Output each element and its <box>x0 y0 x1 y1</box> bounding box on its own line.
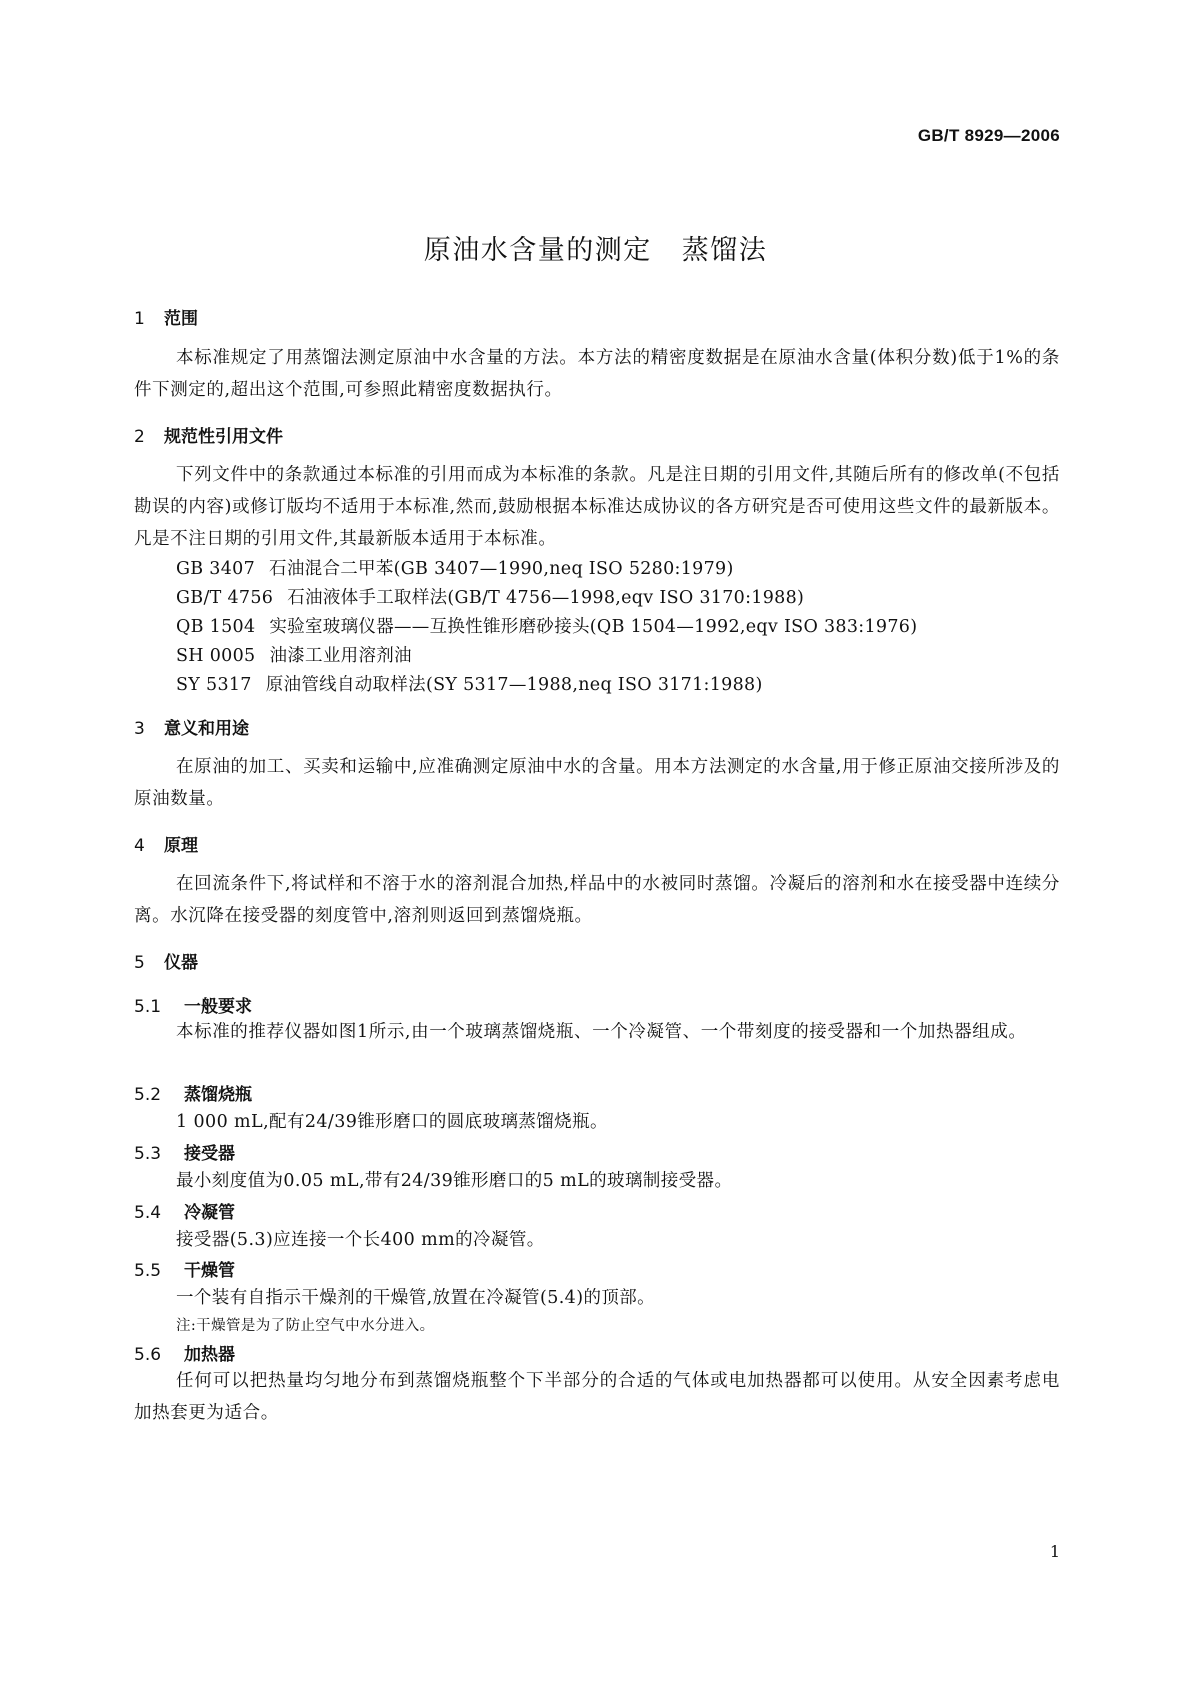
reference-code: QB 1504 <box>176 617 256 637</box>
paragraph-normative-references: 下列文件中的条款通过本标准的引用而成为本标准的条款。凡是注日期的引用文件,其随后所有的修改单(不包括勘误的内容)或修订版均不适用于本标准,然而,鼓励根据本标准达成协议的各方研究是否可使用这些文件的最新版本。凡是不注日期的引用文件,其最新版本适用于本标准。 <box>134 465 1060 549</box>
subsection-heading-condenser <box>134 1198 235 1223</box>
subsection-heading-flask <box>134 1080 252 1105</box>
subsection-number: 5.3 <box>134 1144 162 1164</box>
reference-item <box>176 642 412 667</box>
reference-title: 油漆工业用溶剂油 <box>269 646 412 666</box>
section-heading-significance <box>134 714 249 739</box>
subsection-title: 蒸馏烧瓶 <box>184 1085 252 1105</box>
note-drying-tube: 注:干燥管是为了防止空气中水分进入。 <box>176 1318 435 1334</box>
section-number: 2 <box>134 427 145 447</box>
subsection-title: 加热器 <box>184 1345 235 1365</box>
subsection-number: 5.6 <box>134 1345 162 1365</box>
subsection-title: 干燥管 <box>184 1261 235 1281</box>
section-number: 5 <box>134 953 145 973</box>
reference-item <box>176 613 917 638</box>
text-condenser: 接受器(5.3)应连接一个长400 mm的冷凝管。 <box>176 1230 545 1250</box>
paragraph-significance: 在原油的加工、买卖和运输中,应准确测定原油中水的含量。用本方法测定的水含量,用于修正原油交接所涉及的原油数量。 <box>134 757 1060 809</box>
reference-title: 原油管线自动取样法(SY 5317—1988,neq ISO 3171:1988) <box>265 675 763 695</box>
reference-item <box>176 584 804 609</box>
reference-title: 石油液体手工取样法(GB/T 4756—1998,eqv ISO 3170:1988) <box>287 588 805 608</box>
text-receiver: 最小刻度值为0.05 mL,带有24/39锥形磨口的5 mL的玻璃制接受器。 <box>176 1171 733 1191</box>
subsection-number: 5.4 <box>134 1203 162 1223</box>
section-number: 1 <box>134 309 145 329</box>
subsection-title: 冷凝管 <box>184 1203 235 1223</box>
section-heading-principle <box>134 831 198 856</box>
section-heading-normative-references <box>134 422 283 447</box>
paragraph-scope: 本标准规定了用蒸馏法测定原油中水含量的方法。本方法的精密度数据是在原油水含量(体积分数)低于1%的条件下测定的,超出这个范围,可参照此精密度数据执行。 <box>134 348 1060 400</box>
section-heading-apparatus <box>134 948 198 973</box>
page-number: 1 <box>1049 1542 1060 1561</box>
text-drying-tube: 一个装有自指示干燥剂的干燥管,放置在冷凝管(5.4)的顶部。 <box>176 1288 656 1308</box>
section-title: 规范性引用文件 <box>164 427 283 447</box>
section-heading-scope <box>134 304 198 329</box>
text-flask: 1 000 mL,配有24/39锥形磨口的圆底玻璃蒸馏烧瓶。 <box>176 1112 608 1132</box>
reference-code: GB/T 4756 <box>176 588 274 608</box>
title-main: 原油水含量的测定 <box>423 235 652 266</box>
standard-code: GB/T 8929—2006 <box>917 126 1060 145</box>
section-number: 4 <box>134 836 145 856</box>
reference-item <box>176 671 763 696</box>
section-title: 仪器 <box>164 953 198 973</box>
section-title: 原理 <box>164 836 198 856</box>
paragraph-principle: 在回流条件下,将试样和不溶于水的溶剂混合加热,样品中的水被同时蒸馏。冷凝后的溶剂和水在接受器中连续分离。水沉降在接受器的刻度管中,溶剂则返回到蒸馏烧瓶。 <box>134 874 1060 926</box>
subsection-title: 接受器 <box>184 1144 235 1164</box>
section-title: 意义和用途 <box>164 719 249 739</box>
reference-title: 实验室玻璃仪器——互换性锥形磨砂接头(QB 1504—1992,eqv ISO 383:1976) <box>269 617 918 637</box>
reference-code: SH 0005 <box>176 646 256 666</box>
reference-item <box>176 555 734 580</box>
document-title <box>0 228 1191 267</box>
paragraph-general: 本标准的推荐仪器如图1所示,由一个玻璃蒸馏烧瓶、一个冷凝管、一个带刻度的接受器和一个加热器组成。 <box>176 1022 1027 1042</box>
reference-code: GB 3407 <box>176 559 256 579</box>
reference-code: SY 5317 <box>176 675 252 695</box>
paragraph-heater: 任何可以把热量均匀地分布到蒸馏烧瓶整个下半部分的合适的气体或电加热器都可以使用。从安全因素考虑电加热套更为适合。 <box>134 1371 1060 1423</box>
subsection-heading-heater <box>134 1340 235 1365</box>
section-title: 范围 <box>164 309 198 329</box>
reference-title: 石油混合二甲苯(GB 3407—1990,neq ISO 5280:1979) <box>269 559 734 579</box>
subsection-number: 5.5 <box>134 1261 162 1281</box>
subsection-number: 5.2 <box>134 1085 162 1105</box>
subsection-heading-receiver <box>134 1139 235 1164</box>
subsection-title: 一般要求 <box>184 997 252 1017</box>
subsection-heading-drying-tube <box>134 1256 235 1281</box>
title-method: 蒸馏法 <box>681 235 768 266</box>
section-number: 3 <box>134 719 145 739</box>
subsection-number: 5.1 <box>134 997 162 1017</box>
subsection-heading-general <box>134 992 252 1017</box>
